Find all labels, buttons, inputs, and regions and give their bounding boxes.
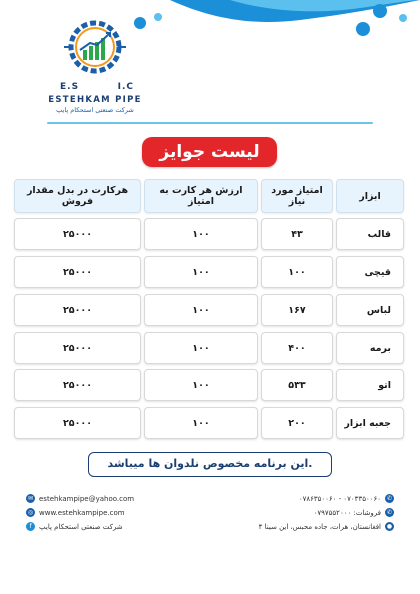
page-title: لیست جوایز [142, 137, 277, 167]
footer-website-text[interactable]: www.estehkampipe.com [39, 508, 125, 517]
row-6-item: جعبه ابزار [336, 407, 404, 439]
row-5-card-value: ۱۰۰ [144, 369, 258, 401]
header-required-points: امتیاز مورد نیاز [261, 179, 333, 213]
footer-sales-text: فروشات: ۰۷۹۷۵۵۲۰۰۰ [313, 508, 381, 517]
email-icon: ✉ [27, 495, 34, 502]
row-5-item: اتو [336, 369, 404, 401]
footer-phones-text: ۰۷۸۶۳۵۰۰۶۰ - ۰۷۰۳۳۵۰۰۶۰ [298, 494, 381, 503]
footer-phones [299, 494, 398, 503]
row-3-card-value: ۱۰۰ [144, 294, 258, 326]
footer-facebook[interactable] [22, 522, 123, 531]
gear-chart-logo-icon [62, 16, 128, 78]
row-1-sales: ۲۵۰۰۰ [14, 218, 141, 250]
row-1-card-value: ۱۰۰ [144, 218, 258, 250]
company-logo [40, 16, 150, 116]
footer-company-text[interactable]: شرکت صنعتی استحکام پایپ [39, 522, 123, 531]
footer-website[interactable] [22, 508, 125, 517]
row-4-sales: ۲۵۰۰۰ [14, 332, 141, 364]
row-5-sales: ۲۵۰۰۰ [14, 369, 141, 401]
row-2-points: ۱۰۰ [261, 256, 333, 288]
facebook-icon: f [26, 522, 35, 531]
row-3-item: لباس [336, 294, 404, 326]
footer-email[interactable] [22, 494, 134, 503]
row-2-sales: ۲۵۰۰۰ [14, 256, 141, 288]
location-pin-icon: ● [386, 523, 393, 530]
row-6-card-value: ۱۰۰ [144, 407, 258, 439]
header-item: ابزار [336, 179, 404, 213]
row-6-sales: ۲۵۰۰۰ [14, 407, 141, 439]
header-sales-per-card: هرکارت در بدل مقدار فروش [14, 179, 141, 213]
row-3-points: ۱۶۷ [261, 294, 333, 326]
logo-company-name: ESTEHKAM PIPE [48, 95, 142, 105]
header-card-value: ارزش هر کارت به امتیاز [144, 179, 258, 213]
row-2-card-value: ۱۰۰ [144, 256, 258, 288]
row-1-item: قالب [336, 218, 404, 250]
row-3-sales: ۲۵۰۰۰ [14, 294, 141, 326]
row-1-points: ۴۳ [261, 218, 333, 250]
row-5-points: ۵۳۳ [261, 369, 333, 401]
phone-icon: ✆ [386, 509, 393, 516]
footer-sales-phone [314, 508, 398, 517]
row-2-item: قیچی [336, 256, 404, 288]
footer-email-text[interactable]: estehkampipe@yahoo.com [39, 494, 135, 503]
globe-icon: ◎ [27, 509, 34, 516]
footer-address-text: افغانستان، هرات، جاده محبس، این سینا ۴ [258, 522, 381, 531]
program-note: این برنامه مخصوص نلدوان ها میباشد. [88, 452, 332, 477]
row-4-points: ۴۰۰ [261, 332, 333, 364]
row-4-card-value: ۱۰۰ [144, 332, 258, 364]
logo-initials-right: I.C [117, 82, 134, 92]
footer-address [259, 522, 398, 531]
phone-icon: ✆ [386, 495, 393, 502]
row-6-points: ۲۰۰ [261, 407, 333, 439]
logo-company-subtitle: شرکت صنعتی استحکام پایپ [56, 106, 134, 114]
logo-initials-left: E.S [60, 82, 80, 92]
header-divider [47, 122, 373, 124]
row-4-item: برمه [336, 332, 404, 364]
